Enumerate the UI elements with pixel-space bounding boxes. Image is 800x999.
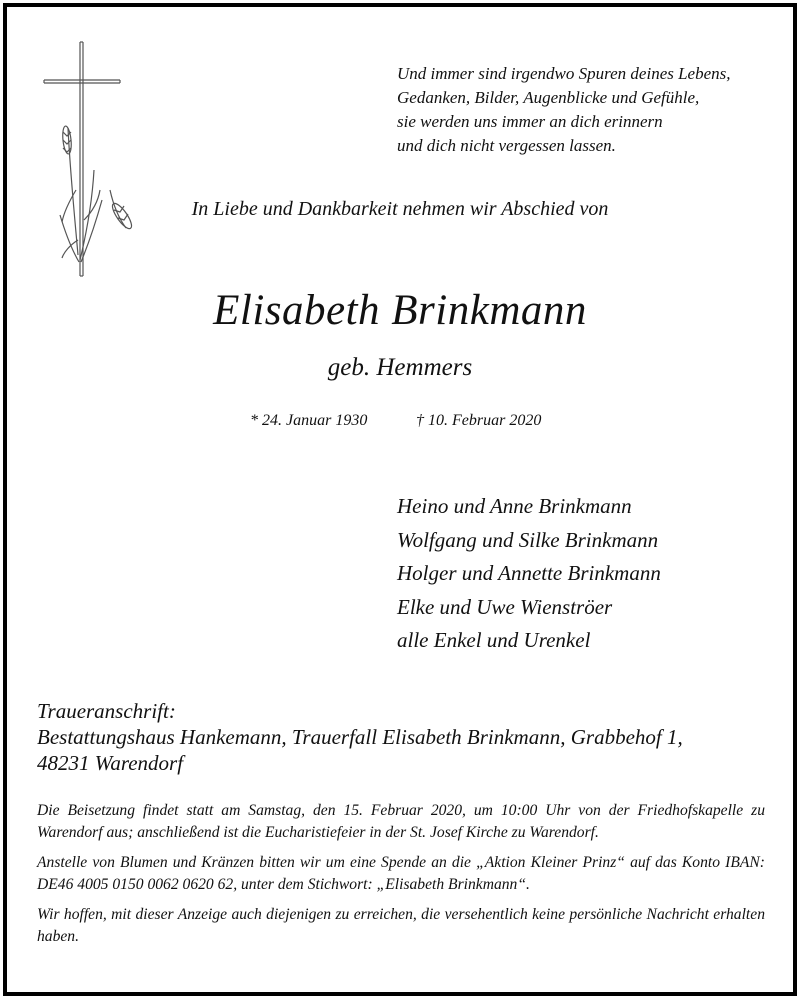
poem-line: sie werden uns immer an dich erinnern: [397, 112, 663, 131]
mourner-entry: Elke und Uwe Wienströer: [397, 594, 613, 619]
donation-note: Anstelle von Blumen und Kränzen bitten wir um eine Spende an die „Aktion Kleiner Prinz“ auf das Konto IBAN: DE46 4005 0150 0062 0620 62, unter dem Stichwort: „Elisabeth Brinkmann“.: [37, 854, 765, 893]
death-date: † 10. Februar 2020: [416, 412, 542, 429]
mourner-entry: Holger und Annette Brinkmann: [397, 561, 661, 585]
poem-line: Gedanken, Bilder, Augenblicke und Gefühle,: [397, 88, 700, 107]
address-line-1: Bestattungshaus Hankemann, Trauerfall Elisabeth Brinkmann, Grabbehof 1,: [37, 725, 683, 749]
deceased-name: Elisabeth Brinkmann: [213, 287, 587, 334]
mourner-entry: Heino und Anne Brinkmann: [397, 494, 632, 518]
address-line-2: 48231 Warendorf: [37, 751, 184, 775]
farewell-intro-text: In Liebe und Dankbarkeit nehmen wir Abschied von: [191, 198, 609, 220]
mourners-list: [397, 490, 661, 658]
poem-line: und dich nicht vergessen lassen.: [397, 136, 616, 155]
farewell-intro: [0, 198, 800, 221]
notes: [37, 800, 765, 956]
poem: [397, 62, 787, 158]
closing-note: Wir hoffen, mit dieser Anzeige auch diejenigen zu erreichen, die versehentlich keine persönliche Nachricht erhalten haben.: [37, 906, 765, 945]
mourner-entry: alle Enkel und Urenkel: [397, 628, 591, 652]
mourning-address: [37, 698, 683, 776]
address-label: Traueranschrift:: [37, 699, 176, 723]
maiden-name: geb. Hemmers: [327, 354, 473, 381]
birth-date: * 24. Januar 1930: [250, 412, 368, 429]
cross-with-wheat-icon: [40, 40, 140, 280]
funeral-note: Die Beisetzung findet statt am Samstag, den 15. Februar 2020, um 10:00 Uhr von der Friedhofskapelle zu Warendorf aus; anschließend ist die Eucharistiefeier in der St. Josef Kirche zu Warendorf.: [37, 802, 765, 841]
mourner-entry: Wolfgang und Silke Brinkmann: [397, 527, 659, 552]
poem-line: Und immer sind irgendwo Spuren deines Lebens,: [397, 64, 731, 83]
